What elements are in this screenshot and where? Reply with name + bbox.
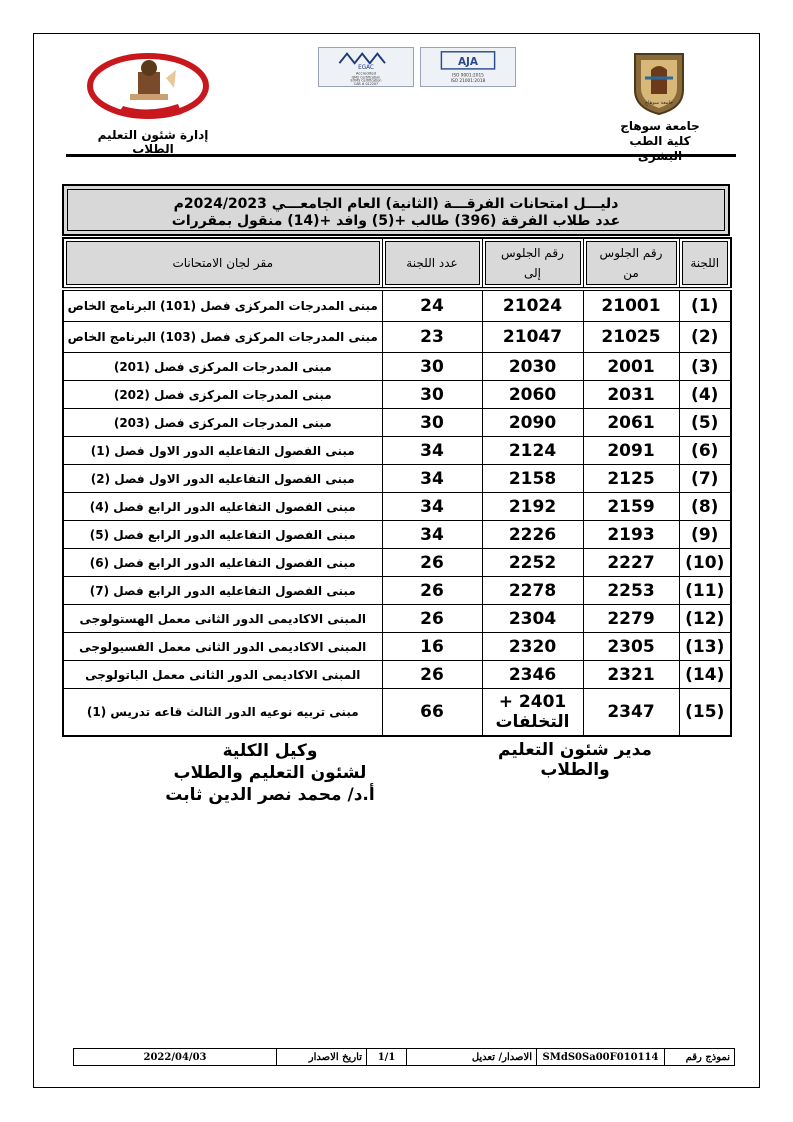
table-row	[63, 322, 731, 353]
cell-committee: (5)	[679, 409, 731, 437]
cell-count: 26	[382, 661, 482, 689]
cell-to: 2192	[482, 493, 583, 521]
cell-to: 2320	[482, 633, 583, 661]
cell-location: مبنى المدرجات المركزى فصل (103) البرنامج الخاص	[63, 322, 382, 353]
table-row	[63, 353, 731, 381]
cell-location: مبنى المدرجات المركزى فصل (201)	[63, 353, 382, 381]
cell-committee: (8)	[679, 493, 731, 521]
issue-date-label: تاريخ الاصدار	[277, 1049, 367, 1066]
header-location: مقر لجان الامتحانات	[63, 238, 382, 289]
cell-from: 2125	[583, 465, 679, 493]
cell-to: 2304	[482, 605, 583, 633]
cell-to	[482, 689, 583, 737]
cell-to: 2090	[482, 409, 583, 437]
cell-location: مبنى المدرجات المركزى فصل (101) البرنامج الخاص	[63, 289, 382, 322]
cell-committee: (7)	[679, 465, 731, 493]
table-row	[63, 409, 731, 437]
cell-from: 2321	[583, 661, 679, 689]
edition-label: الاصدار/ تعديل	[407, 1049, 537, 1066]
cell-to: 2252	[482, 549, 583, 577]
cell-count: 26	[382, 549, 482, 577]
cell-count: 34	[382, 437, 482, 465]
cell-from: 21001	[583, 289, 679, 322]
cell-from: 2061	[583, 409, 679, 437]
edition-value: 1/1	[367, 1049, 407, 1066]
cell-count: 16	[382, 633, 482, 661]
cell-to: 2030	[482, 353, 583, 381]
cell-count: 30	[382, 353, 482, 381]
cell-location: مبنى الفصول التفاعليه الدور الرابع فصل (5)	[63, 521, 382, 549]
faculty-logo	[78, 48, 218, 120]
cell-from: 2001	[583, 353, 679, 381]
cell-to: 2124	[482, 437, 583, 465]
cell-to: 2060	[482, 381, 583, 409]
document-title-box	[62, 184, 730, 236]
cell-to: 21024	[482, 289, 583, 322]
cell-committee: (1)	[679, 289, 731, 322]
exam-committees-table	[62, 237, 732, 737]
cert-right-line-1: AJA	[457, 56, 479, 69]
cert-left-line-2: Accredited	[355, 70, 377, 76]
cert-right-line-2: ISO 9001:2015	[452, 73, 484, 79]
cell-from: 2279	[583, 605, 679, 633]
header-seat-to: رقم الجلوس إلى	[482, 238, 583, 289]
department-caption: إدارة شئون التعليم الطلاب	[97, 128, 209, 156]
cell-committee: (14)	[679, 661, 731, 689]
header-seat-from: رقم الجلوس من	[583, 238, 679, 289]
cell-location: مبنى تربيه نوعيه الدور الثالث قاعه تدريس (1)	[63, 689, 382, 737]
university-name-line1: جامعة سوهاج	[620, 119, 700, 133]
cert-left-line-4: EOMS Certification	[350, 78, 382, 83]
table-row	[63, 549, 731, 577]
cell-count: 30	[382, 409, 482, 437]
table-row	[63, 633, 731, 661]
cell-committee: (12)	[679, 605, 731, 633]
header-count: عدد اللجنة	[382, 238, 482, 289]
university-logo	[625, 50, 693, 116]
cell-committee: (11)	[679, 577, 731, 605]
document-title: دليـــل امتحانات الفرقـــة (الثانية) العام الجامعـــي 2024/2023م	[173, 196, 619, 212]
cell-committee: (10)	[679, 549, 731, 577]
cell-count: 34	[382, 521, 482, 549]
form-number-label: نموذج رقم	[665, 1049, 735, 1066]
cell-location: مبنى المدرجات المركزى فصل (202)	[63, 381, 382, 409]
document-control-footer	[73, 1048, 735, 1066]
vice-dean-name: أ.د/ محمد نصر الدين ثابت	[165, 785, 375, 805]
signature-vice-dean	[140, 740, 400, 806]
cell-location: مبنى المدرجات المركزى فصل (203)	[63, 409, 382, 437]
header-committee: اللجنة	[679, 238, 731, 289]
cell-committee: (3)	[679, 353, 731, 381]
cert-left-line-1: EGAC	[358, 64, 374, 71]
vice-dean-title: وكيل الكلية	[222, 741, 318, 761]
university-name	[610, 119, 710, 164]
cell-count: 34	[382, 493, 482, 521]
cell-location: مبنى الفصول التفاعليه الدور الاول فصل (2)	[63, 465, 382, 493]
faculty-name-line2: كلية الطب البشرى	[629, 134, 691, 163]
cell-committee: (4)	[679, 381, 731, 409]
cell-to: 2158	[482, 465, 583, 493]
cell-location: المبنى الاكاديمى الدور الثانى معمل الفسيولوجى	[63, 633, 382, 661]
cell-location: المبنى الاكاديمى الدور الثانى معمل الباتولوجى	[63, 661, 382, 689]
cell-to: 21047	[482, 322, 583, 353]
cell-count: 24	[382, 289, 482, 322]
cell-to-line1: 2401 +	[498, 692, 567, 712]
cell-count: 30	[382, 381, 482, 409]
cell-from: 2253	[583, 577, 679, 605]
table-row	[63, 605, 731, 633]
egac-accreditation-logo	[318, 47, 414, 87]
aja-certification-logo	[420, 47, 516, 87]
cell-from: 2305	[583, 633, 679, 661]
cell-from: 2227	[583, 549, 679, 577]
cert-right-line-3: ISO 21001:2018	[450, 79, 486, 85]
cell-committee: (6)	[679, 437, 731, 465]
cell-from: 2031	[583, 381, 679, 409]
table-row	[63, 381, 731, 409]
table-header-row	[63, 238, 731, 289]
signature-student-affairs-director: مدير شئون التعليم والطلاب	[498, 740, 652, 780]
document-subtitle: عدد طلاب الفرقة (396) طالب +(5) وافد +(14) منقول بمقررات	[171, 213, 621, 229]
table-row	[63, 465, 731, 493]
cell-to: 2278	[482, 577, 583, 605]
vice-dean-office: لشئون التعليم والطلاب	[173, 763, 367, 783]
cell-from: 21025	[583, 322, 679, 353]
cell-count: 34	[382, 465, 482, 493]
cell-location: مبنى الفصول التفاعليه الدور الاول فصل (1)	[63, 437, 382, 465]
cell-from: 2193	[583, 521, 679, 549]
table-row	[63, 521, 731, 549]
cell-count: 66	[382, 689, 482, 737]
cell-from: 2159	[583, 493, 679, 521]
certification-logos	[318, 47, 516, 87]
cell-count: 26	[382, 605, 482, 633]
cell-count: 23	[382, 322, 482, 353]
header-divider	[66, 154, 736, 157]
cell-location: مبنى الفصول التفاعليه الدور الرابع فصل (6)	[63, 549, 382, 577]
cell-to: 2226	[482, 521, 583, 549]
cell-to: 2346	[482, 661, 583, 689]
cell-location: مبنى الفصول التفاعليه الدور الرابع فصل (4)	[63, 493, 382, 521]
cell-to-line2: التخلفات	[495, 712, 570, 732]
form-number-value: SMdS0Sa00F010114	[537, 1049, 665, 1066]
cell-committee: (9)	[679, 521, 731, 549]
table-row	[63, 577, 731, 605]
cell-location: مبنى الفصول التفاعليه الدور الرابع فصل (7)	[63, 577, 382, 605]
cert-left-line-5: CAB # 012207	[353, 82, 379, 87]
table-row	[63, 689, 731, 737]
table-row	[63, 437, 731, 465]
cell-location: المبنى الاكاديمى الدور الثانى معمل الهستولوجى	[63, 605, 382, 633]
cell-committee: (15)	[679, 689, 731, 737]
cert-left-line-3: QMS Certification	[351, 75, 381, 80]
cell-from: 2091	[583, 437, 679, 465]
issue-date-value: 2022/04/03	[74, 1049, 277, 1066]
cell-count: 26	[382, 577, 482, 605]
table-row	[63, 289, 731, 322]
cell-from: 2347	[583, 689, 679, 737]
cell-committee: (2)	[679, 322, 731, 353]
cell-committee: (13)	[679, 633, 731, 661]
table-row	[63, 661, 731, 689]
logo-right-caption: جامعة سوهاج	[644, 100, 674, 106]
table-row	[63, 493, 731, 521]
